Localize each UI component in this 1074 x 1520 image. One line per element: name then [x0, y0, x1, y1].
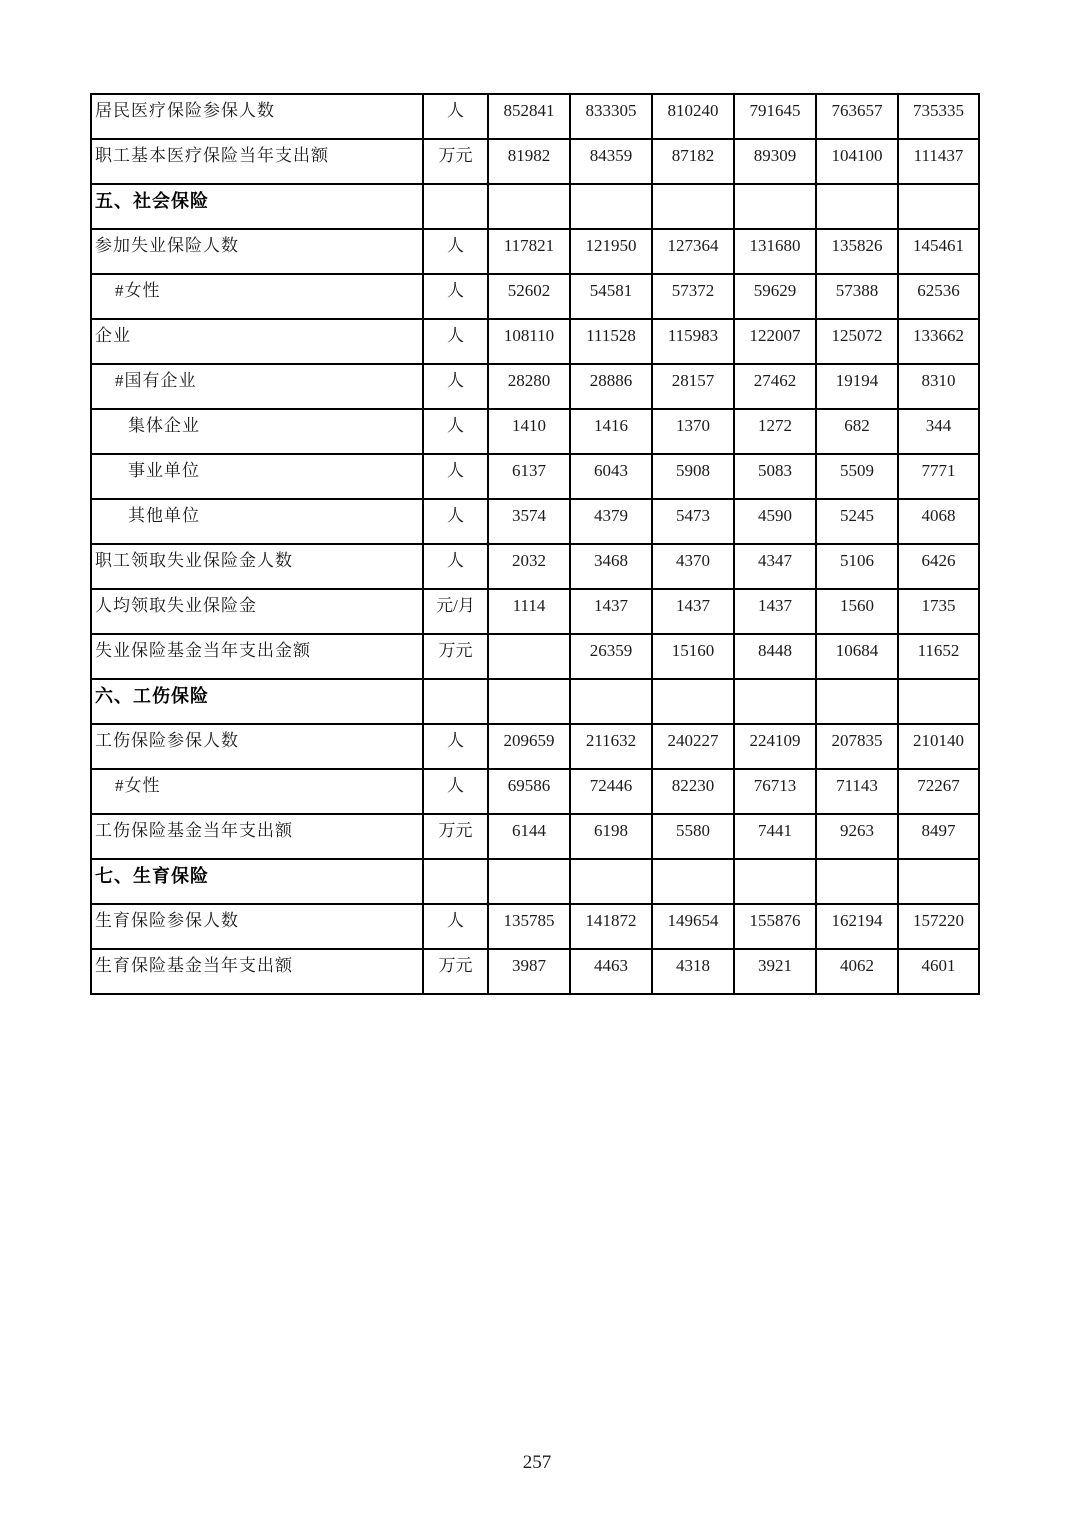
row-value: 4062	[816, 949, 898, 994]
row-value: 791645	[734, 94, 816, 139]
row-value	[816, 184, 898, 229]
row-value	[734, 184, 816, 229]
row-value: 4601	[898, 949, 979, 994]
row-value: 3987	[488, 949, 570, 994]
row-value: 5509	[816, 454, 898, 499]
table-row	[91, 634, 979, 679]
row-value: 4379	[570, 499, 652, 544]
row-value: 5245	[816, 499, 898, 544]
row-value: 4590	[734, 499, 816, 544]
row-value: 1437	[570, 589, 652, 634]
row-value: 6198	[570, 814, 652, 859]
row-label: #国有企业	[91, 364, 423, 409]
row-unit: 万元	[423, 634, 488, 679]
row-value	[652, 184, 734, 229]
row-value: 207835	[816, 724, 898, 769]
row-value: 76713	[734, 769, 816, 814]
row-label: 参加失业保险人数	[91, 229, 423, 274]
row-value: 135785	[488, 904, 570, 949]
row-label: 工伤保险参保人数	[91, 724, 423, 769]
row-value: 135826	[816, 229, 898, 274]
row-value: 57372	[652, 274, 734, 319]
row-value: 763657	[816, 94, 898, 139]
row-value: 1735	[898, 589, 979, 634]
row-value: 211632	[570, 724, 652, 769]
row-value: 122007	[734, 319, 816, 364]
row-value: 8497	[898, 814, 979, 859]
row-value: 4347	[734, 544, 816, 589]
row-value: 62536	[898, 274, 979, 319]
row-value: 4463	[570, 949, 652, 994]
row-value: 141872	[570, 904, 652, 949]
table-row	[91, 499, 979, 544]
row-value	[652, 859, 734, 904]
row-value: 7771	[898, 454, 979, 499]
row-value: 6144	[488, 814, 570, 859]
row-unit: 人	[423, 229, 488, 274]
row-value: 52602	[488, 274, 570, 319]
row-value	[488, 859, 570, 904]
row-value: 810240	[652, 94, 734, 139]
row-value	[898, 859, 979, 904]
table-row	[91, 409, 979, 454]
row-unit: 人	[423, 499, 488, 544]
row-value: 1437	[734, 589, 816, 634]
row-value: 145461	[898, 229, 979, 274]
row-value	[570, 859, 652, 904]
row-value	[488, 679, 570, 724]
row-value: 209659	[488, 724, 570, 769]
row-value: 1272	[734, 409, 816, 454]
row-value: 6137	[488, 454, 570, 499]
row-value: 72446	[570, 769, 652, 814]
row-value	[488, 634, 570, 679]
row-unit: 万元	[423, 139, 488, 184]
row-label: 人均领取失业保险金	[91, 589, 423, 634]
table-row	[91, 274, 979, 319]
row-label: 企业	[91, 319, 423, 364]
row-value: 3921	[734, 949, 816, 994]
row-label: #女性	[91, 769, 423, 814]
row-value: 28157	[652, 364, 734, 409]
row-value: 4068	[898, 499, 979, 544]
row-value: 1370	[652, 409, 734, 454]
table-row	[91, 904, 979, 949]
row-value: 82230	[652, 769, 734, 814]
row-value: 5083	[734, 454, 816, 499]
row-value: 26359	[570, 634, 652, 679]
row-value	[570, 679, 652, 724]
row-unit: 人	[423, 94, 488, 139]
row-value: 84359	[570, 139, 652, 184]
row-unit: 人	[423, 544, 488, 589]
row-value: 72267	[898, 769, 979, 814]
row-value: 125072	[816, 319, 898, 364]
row-value: 59629	[734, 274, 816, 319]
row-value: 1416	[570, 409, 652, 454]
table-row	[91, 679, 979, 724]
row-value: 15160	[652, 634, 734, 679]
row-value: 117821	[488, 229, 570, 274]
row-value: 833305	[570, 94, 652, 139]
row-value: 81982	[488, 139, 570, 184]
table-row	[91, 94, 979, 139]
row-unit: 人	[423, 454, 488, 499]
row-value: 127364	[652, 229, 734, 274]
row-value	[898, 679, 979, 724]
row-label: 失业保险基金当年支出金额	[91, 634, 423, 679]
row-label: 事业单位	[91, 454, 423, 499]
table-row	[91, 364, 979, 409]
row-value: 5473	[652, 499, 734, 544]
row-value	[488, 184, 570, 229]
row-value: 131680	[734, 229, 816, 274]
row-label: 其他单位	[91, 499, 423, 544]
row-value: 3574	[488, 499, 570, 544]
row-value	[734, 859, 816, 904]
row-value: 344	[898, 409, 979, 454]
row-value: 4318	[652, 949, 734, 994]
row-label: 七、生育保险	[91, 859, 423, 904]
row-value: 1560	[816, 589, 898, 634]
table-row	[91, 139, 979, 184]
row-value: 6043	[570, 454, 652, 499]
row-value: 155876	[734, 904, 816, 949]
row-unit: 人	[423, 409, 488, 454]
row-value: 121950	[570, 229, 652, 274]
row-value: 224109	[734, 724, 816, 769]
row-value: 1410	[488, 409, 570, 454]
insurance-table-body	[91, 94, 979, 994]
row-value: 54581	[570, 274, 652, 319]
row-unit: 万元	[423, 814, 488, 859]
table-row	[91, 769, 979, 814]
row-unit: 人	[423, 364, 488, 409]
row-value: 87182	[652, 139, 734, 184]
row-value: 108110	[488, 319, 570, 364]
row-unit	[423, 679, 488, 724]
row-value	[570, 184, 652, 229]
row-value: 210140	[898, 724, 979, 769]
row-unit: 人	[423, 769, 488, 814]
row-value: 1114	[488, 589, 570, 634]
row-unit: 人	[423, 904, 488, 949]
row-unit: 人	[423, 724, 488, 769]
row-value: 104100	[816, 139, 898, 184]
table-row	[91, 184, 979, 229]
table-row	[91, 319, 979, 364]
row-value: 157220	[898, 904, 979, 949]
table-row	[91, 229, 979, 274]
row-value	[734, 679, 816, 724]
row-label: 居民医疗保险参保人数	[91, 94, 423, 139]
row-value: 240227	[652, 724, 734, 769]
row-unit: 万元	[423, 949, 488, 994]
row-value: 5106	[816, 544, 898, 589]
row-value: 69586	[488, 769, 570, 814]
row-value: 5580	[652, 814, 734, 859]
row-value: 735335	[898, 94, 979, 139]
row-label: 五、社会保险	[91, 184, 423, 229]
row-value: 8310	[898, 364, 979, 409]
row-label: 职工领取失业保险金人数	[91, 544, 423, 589]
table-row	[91, 454, 979, 499]
row-value: 27462	[734, 364, 816, 409]
row-value: 1437	[652, 589, 734, 634]
row-value: 111528	[570, 319, 652, 364]
row-value	[652, 679, 734, 724]
row-value: 9263	[816, 814, 898, 859]
row-label: 生育保险基金当年支出额	[91, 949, 423, 994]
row-label: 集体企业	[91, 409, 423, 454]
row-value: 6426	[898, 544, 979, 589]
row-unit: 人	[423, 319, 488, 364]
row-value: 28280	[488, 364, 570, 409]
row-value: 28886	[570, 364, 652, 409]
row-value: 71143	[816, 769, 898, 814]
table-row	[91, 949, 979, 994]
table-row	[91, 544, 979, 589]
table-row	[91, 589, 979, 634]
row-unit	[423, 859, 488, 904]
row-value: 111437	[898, 139, 979, 184]
row-value: 149654	[652, 904, 734, 949]
row-value: 8448	[734, 634, 816, 679]
page-number: 257	[522, 1452, 552, 1473]
row-value: 162194	[816, 904, 898, 949]
row-label: 工伤保险基金当年支出额	[91, 814, 423, 859]
row-label: #女性	[91, 274, 423, 319]
table-row	[91, 814, 979, 859]
row-unit: 人	[423, 274, 488, 319]
row-value: 3468	[570, 544, 652, 589]
row-value: 57388	[816, 274, 898, 319]
insurance-table	[90, 93, 980, 995]
row-value: 852841	[488, 94, 570, 139]
row-value: 10684	[816, 634, 898, 679]
row-unit: 元/月	[423, 589, 488, 634]
row-value: 5908	[652, 454, 734, 499]
table-row	[91, 724, 979, 769]
row-label: 生育保险参保人数	[91, 904, 423, 949]
row-value: 19194	[816, 364, 898, 409]
row-value: 133662	[898, 319, 979, 364]
row-value: 11652	[898, 634, 979, 679]
row-label: 职工基本医疗保险当年支出额	[91, 139, 423, 184]
row-value: 89309	[734, 139, 816, 184]
row-value: 682	[816, 409, 898, 454]
row-value	[816, 679, 898, 724]
row-value: 115983	[652, 319, 734, 364]
row-value	[816, 859, 898, 904]
row-label: 六、工伤保险	[91, 679, 423, 724]
row-value: 4370	[652, 544, 734, 589]
row-value	[898, 184, 979, 229]
row-value: 7441	[734, 814, 816, 859]
row-unit	[423, 184, 488, 229]
row-value: 2032	[488, 544, 570, 589]
table-row	[91, 859, 979, 904]
